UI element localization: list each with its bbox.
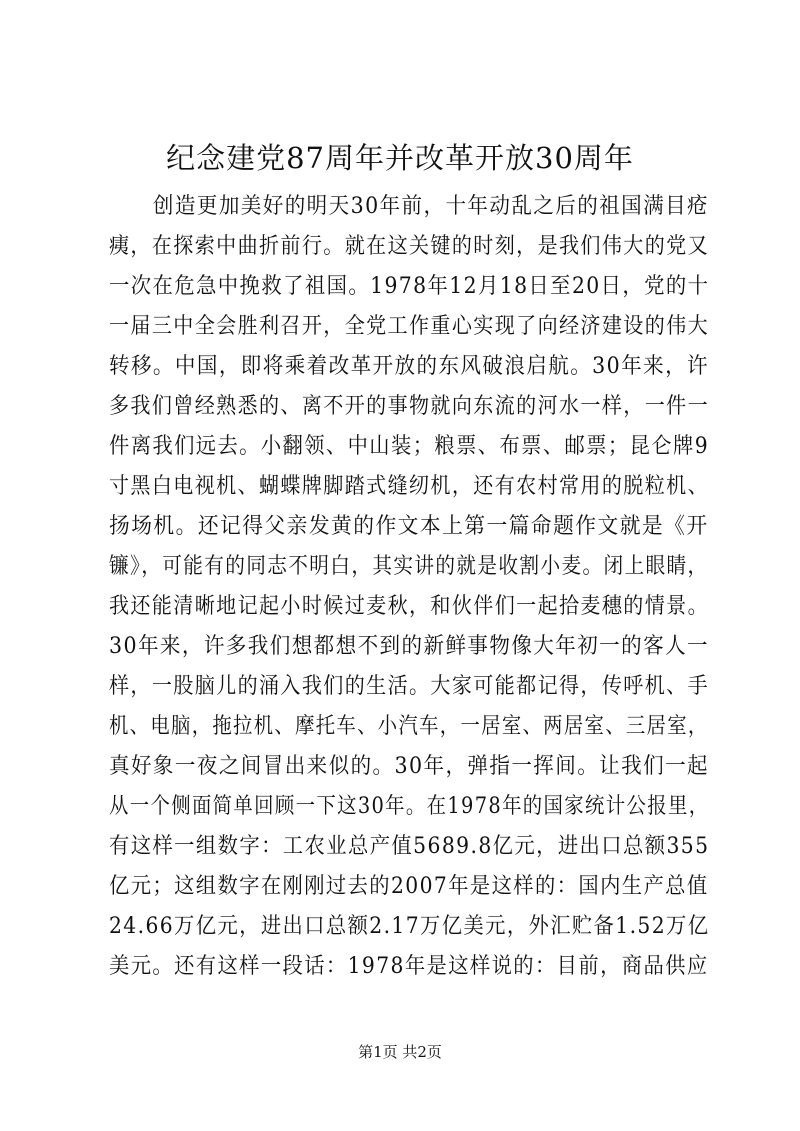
body-line: 一次在危急中挽救了祖国。1978年12月18日至20日，党的十: [109, 274, 710, 299]
body-line: 我还能清晰地记起小时候过麦秋，和伙伴们一起拾麦穗的情景。: [109, 594, 710, 619]
body-line: 扬场机。还记得父亲发黄的作文本上第一篇命题作文就是《开: [109, 514, 709, 539]
body-line: 有这样一组数字：工农业总产值5689.8亿元，进出口总额355: [109, 834, 710, 859]
body-line: 寸黑白电视机、蝴蝶牌脚踏式缝纫机，还有农村常用的脱粒机、: [109, 474, 710, 499]
body-line: 亿元；这组数字在刚刚过去的2007年是这样的：国内生产总值: [109, 874, 709, 899]
document-title: 纪念建党87周年并改革开放30周年: [166, 141, 634, 175]
body-line: 美元。还有这样一段话：1978年是这样说的：目前，商品供应: [109, 954, 709, 979]
body-line: 多我们曾经熟悉的、离不开的事物就向东流的河水一样，一件一: [109, 394, 710, 419]
body-line: 创造更加美好的明天30年前，十年动乱之后的祖国满目疮: [109, 194, 709, 219]
body-line: 24.66万亿元，进出口总额2.17万亿美元，外汇贮备1.52万亿: [109, 914, 710, 939]
body-line: 件离我们远去。小翻领、中山装；粮票、布票、邮票；昆仑牌9: [109, 434, 709, 459]
body-line: 样，一股脑儿的涌入我们的生活。大家可能都记得，传呼机、手: [109, 674, 710, 699]
body-line: 痍，在探索中曲折前行。就在这关键的时刻，是我们伟大的党又: [109, 234, 710, 259]
body-line: 机、电脑，拖拉机、摩托车、小汽车，一居室、两居室、三居室，: [109, 714, 709, 739]
body-line: 真好象一夜之间冒出来似的。30年，弹指一挥间。让我们一起: [109, 754, 709, 779]
body-line: 镰》，可能有的同志不明白，其实讲的就是收割小麦。闭上眼睛，: [109, 554, 709, 579]
page-footer: 第1页 共2页: [358, 1043, 442, 1061]
body-line: 一届三中全会胜利召开，全党工作重心实现了向经济建设的伟大: [109, 314, 710, 339]
body-line: 从一个侧面简单回顾一下这30年。在1978年的国家统计公报里，: [109, 794, 710, 819]
body-line: 30年来，许多我们想都想不到的新鲜事物像大年初一的客人一: [109, 634, 709, 659]
body-line: 转移。中国，即将乘着改革开放的东风破浪启航。30年来，许: [109, 354, 709, 379]
